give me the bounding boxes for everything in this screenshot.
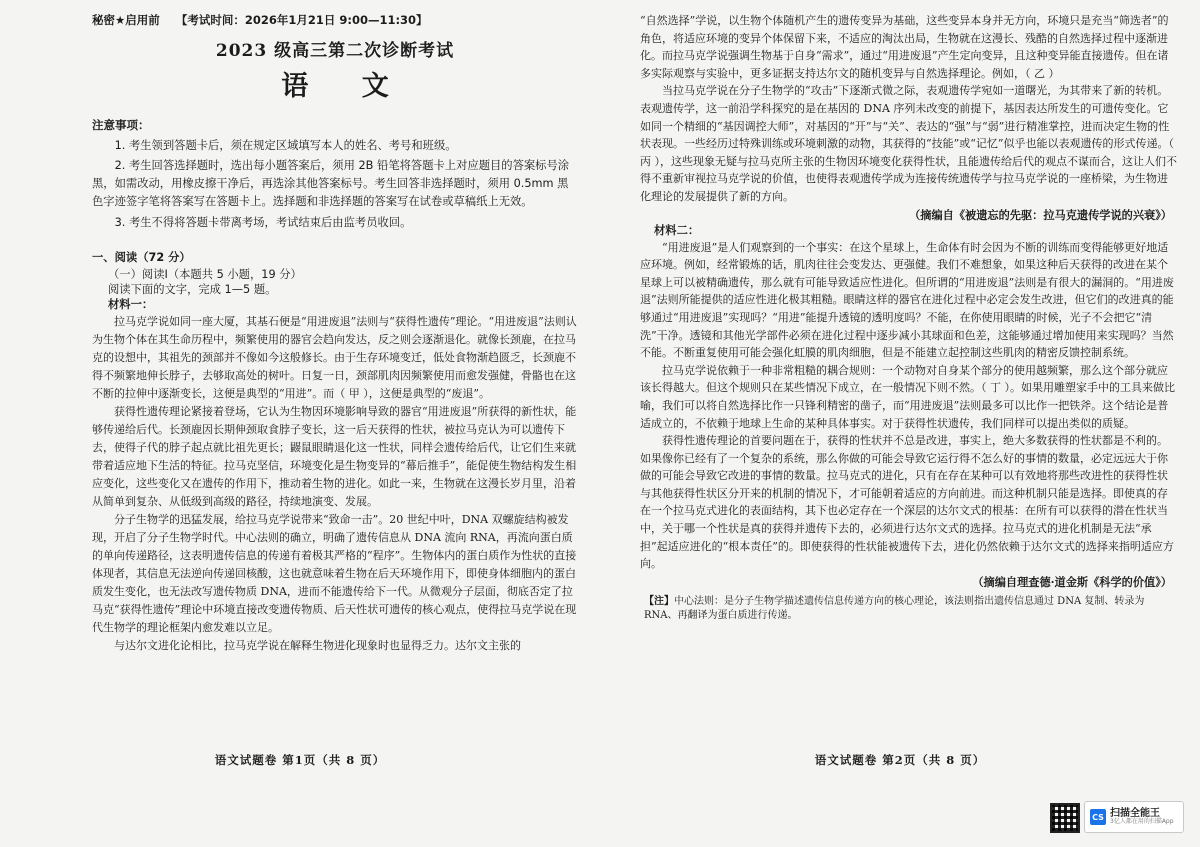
scanner-tagline: 3亿人都在用的扫描App — [1110, 818, 1174, 826]
material1-paragraph: 拉马克学说如同一座大厦，其基石便是“用进废退”法则与“获得性遗传”理论。“用进废退”法则认为生物个体在其生命历程中，频繁使用的器官会趋向发达，反之则会逐渐退化。就像长颈鹿，在拉马克的设想中，其祖先的颈部并不像如今这般修长。由于生存环境变迁，低处食物渐趋匮乏，长颈鹿不得不频繁地伸长脖子，去够取高处的树叶。日复一日，颈部肌肉因频繁使用而愈发强健，骨骼也在这不断的拉伸中逐渐变长，这便是典型的“用进”。而（ 甲 ），这便是典型的“废退”。 — [92, 314, 577, 400]
exam-header — [92, 12, 578, 29]
notes-title: 注意事项： — [92, 118, 150, 133]
exam-title: 2023 级高三第二次诊断考试 — [215, 41, 455, 62]
material2-label: 材料二： — [654, 223, 700, 238]
camscanner-logo-icon: CS — [1090, 809, 1106, 825]
qr-code-icon — [1050, 803, 1080, 833]
material1-paragraph: 获得性遗传理论紧接着登场，它认为生物因环境影响导致的器官“用进废退”所获得的新性状，能够传递给后代。长颈鹿因长期伸颈取食脖子变长，这一后天获得的性状，被拉马克认为可以遗传下去，使得子代的脖子起点就比祖先更长；鼹鼠眼睛退化这一性状，同样会遗传给后代，让它们生来就带着适应地下生活的特征。拉马克坚信，环境变化是生物变异的“幕后推手”，能促使生物结构发生相应变化，这些变化又在遗传的作用下，推动着生物的进化。如此一来，生物就在这漫长岁月里，沿着从简单到复杂、从低级到高级的路径，持续地演变、发展。 — [92, 404, 577, 508]
scanner-name: 扫描全能王 — [1110, 808, 1160, 820]
material1-paragraph: 与达尔文进化论相比，拉马克学说在解释生物进化现象时也显得乏力。达尔文主张的 — [114, 639, 521, 653]
note-item: 1. 考生领到答题卡后，须在规定区域填写本人的姓名、考号和班级。 — [114, 138, 457, 152]
material1-continued: 当拉马克学说在分子生物学的“攻击”下逐渐式微之际，表观遗传学宛如一道曙光，为其带来了新的转机。表观遗传学，这一前沿学科探究的是在基因的 DNA 序列未改变的前提下，基因表达所发生的可遗传变化。它如同一个精细的“基因调控大师”，对基因的“开”与“关”、表达的“强”与“弱”进行精准掌控，进而决定生物的性状表现。一些经历过特殊训练或环境刺激的动物，其获得的“技能”或“记忆”似乎也能以表观遗传的形式传递。（ 丙 ），这些现象无疑与拉马克所主张的生物因环境变化获得性状，且能遗传给后代的观点不谋而合，这让人们不得不重新审视拉马克学说的价值，也使得表观遗传学成为连接传统遗传学与拉马克学说的一座桥梁，为生物进化理论的发展提供了新的方向。 — [640, 84, 1177, 203]
note-item: 3. 考生不得将答题卡带离考场，考试结束后由监考员收回。 — [114, 215, 412, 229]
reading-instruction: 阅读下面的文字，完成 1—5 题。 — [108, 283, 277, 297]
footnote-label: 【注】 — [644, 595, 674, 607]
scanner-badge — [1084, 801, 1184, 833]
page-footer-right: 语文试题卷 第2页（共 8 页） — [814, 752, 986, 767]
material1-continued: “自然选择”学说，以生物个体随机产生的遗传变异为基础，这些变异本身并无方向，环境只是充当“筛选者”的角色，将适应环境的变异个体保留下来，不适应的淘汰出局，生物就在这漫长、残酷的自然选择过程中逐渐进化。而拉马克学说强调生物基于自身“需求”，通过“用进废退”产生定向变异，且这种变异能直接遗传。但在诸多实际观察与实验中，更多证据支持达尔文的随机变异与自然选择理论。例如，（ 乙 ） — [640, 14, 1169, 80]
exam-time: 【考试时间：2026年1月21日 9:00—11:30】 — [175, 13, 428, 27]
footnote — [640, 595, 1178, 624]
material2-paragraph: 拉马克学说依赖于一种非常粗糙的耦合规则：一个动物对自身某个部分的使用越频繁，那么这个部分就应该长得越大。但这个规则只在某些情况下成立，在一般情况下则不然。（ 丁 ）。如果用雕塑家手中的工具来做比喻，我们可以将自然选择比作一只锋利精密的凿子，而“用进废退”法则最多可以比作一把铁斧。这个结论是普适成立的，不依赖于地球上生命的某种具体事实。对于获得性状遗传，我们同样可以提出类似的质疑。 — [640, 363, 1175, 430]
secret-label: 秘密★启用前 — [92, 13, 160, 27]
material1-paragraph: 分子生物学的迅猛发展，给拉马克学说带来“致命一击”。20 世纪中叶，DNA 双螺旋结构被发现，开启了分子生物学时代。中心法则的确立，明确了遗传信息从 DNA 流向 RNA，再流向蛋白质的单向传递路径，这表明遗传信息的传递有着极其严格的“程序”。生物体内的蛋白质作为性状的直接体现者，其信息无法逆向传递回核酸，这也就意味着生物在后天环境作用下，即使身体细胞内的蛋白质发生变化，也无法改写遗传物质 DNA，进而不能遗传给下一代。从微观分子层面，彻底否定了拉马克“获得性遗传”理论中环境直接改变遗传物质、后天性状可遗传的核心观点，使得拉马克学说在现代生物学的理论框架内愈发难以立足。 — [92, 513, 577, 635]
subject-title: 语 文 — [281, 70, 411, 102]
material2-paragraph: 获得性遗传理论的首要问题在于，获得的性状并不总是改进，事实上，绝大多数获得的性状都是不利的。如果像你已经有了一个复杂的系统，那么你做的可能会导致它运行得不怎么好的事情的数量，必定远远大于你做的可能会导致它改进的事情的数量。拉马克式的进化，只有在存在某种可以有效地将那些改进性的获得性状与其他获得性状区分开来的机制的情况下，才可能朝着适应的方向前进。而这种机制只能是选择。即使真的存在一个拉马克式进化的表面结构，其下也必定存在一个深层的达尔文式的根基：在所有可以获得的潜在性状当中，关于哪一个性状是真的获得并遗传下去的，必须进行达尔文式的选择。拉马克式的进化机制是无法“承担”起适应进化的“根本责任”的。即使获得的性状能被遗传下去，进化仍然依赖于达尔文式的选择来指明适应方向。 — [640, 434, 1174, 571]
section-title: 一、阅读（72 分） — [92, 250, 191, 264]
page-2 — [600, 0, 1200, 847]
material1-label: 材料一： — [108, 297, 154, 312]
note-item: 2. 考生回答选择题时，选出每小题答案后，须用 2B 铅笔将答题卡上对应题目的答案标号涂黑，如需改动，用橡皮擦干净后，再选涂其他答案标号。考生回答非选择题时，须用 0.5mm 黑色字迹签字笔将答案写在答题卡上。选择题和非选择题的答案写在试卷或草稿纸上无效。 — [92, 158, 570, 209]
material2-source: （摘编自理查德·道金斯《科学的价值》） — [972, 574, 1172, 589]
material2-paragraph: “用进废退”是人们观察到的一个事实：在这个星球上，生命体有时会因为不断的训练而变得能够更好地适应环境。例如，经常锻炼的话，肌肉往往会变发达、更强健。我们不难想象，如果这种后天获得的改进在某个星球上可以被精确遗传，那么就有可能导致适应性进化。但所谓的“用进废退”法则是有很大的漏洞的。“用进废退”法则所能提供的适应性进化极其粗糙。眼睛这样的器官在进化过程中必定会发生改进，但它们的改进真的能够通过“用进废退”实现吗？“用进”能提升透镜的透明度吗？不能，在你使用眼睛的时候，光子不会把它“清洗”干净。透镜和其他光学部件必须在进化过程中逐步减小其球面和色差，这能够通过增加使用来实现吗？当然不能。不断重复使用可能会强化虹膜的肌肉细胞，但是不能建立起控制这些肌肉的精密反馈控制系统。 — [640, 240, 1174, 360]
page-footer-left: 语文试题卷 第1页（共 8 页） — [214, 752, 386, 767]
footnote-text: 中心法则：是分子生物学描述遗传信息传递方向的核心理论，该法则指出遗传信息通过 DNA 复制、转录为 RNA、再翻译为蛋白质进行传递。 — [644, 595, 1145, 622]
material1-source: （摘编自《被遗忘的先驱：拉马克遗传学说的兴衰》） — [909, 207, 1172, 222]
subsection-title: （一）阅读Ⅰ（本题共 5 小题，19 分） — [108, 267, 302, 281]
